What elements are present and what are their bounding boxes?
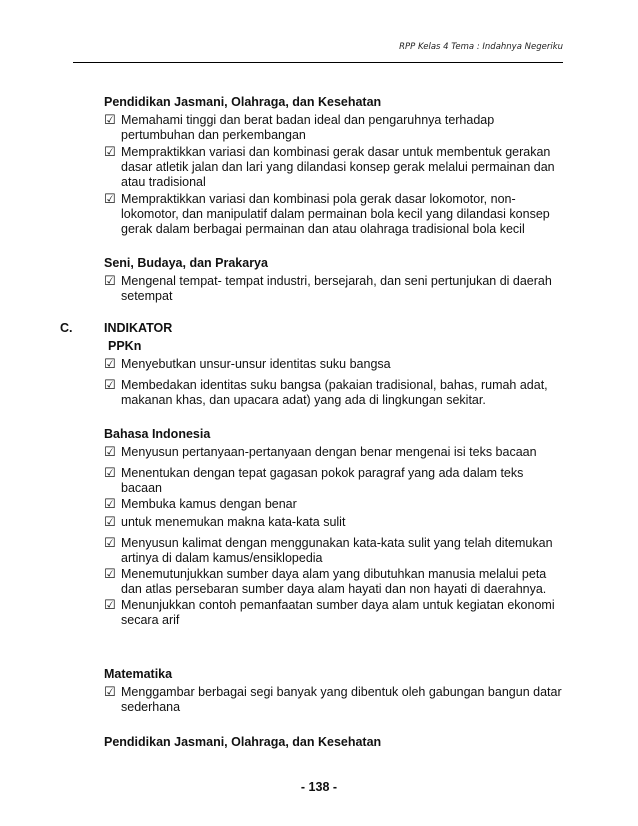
list-item: ☑ untuk menemukan makna kata-kata sulit — [104, 515, 346, 530]
list-item: ☑ Membuka kamus dengan benar — [104, 497, 297, 512]
section-heading-matematika: Matematika — [104, 667, 173, 681]
checked-box-icon: ☑ — [104, 445, 116, 460]
section-heading-sbdp: Seni, Budaya, dan Prakarya — [104, 256, 268, 270]
checked-box-icon: ☑ — [104, 497, 116, 512]
checked-box-icon: ☑ — [104, 378, 116, 393]
list-item: ☑ Menentukan dengan tepat gagasan pokok paragraf yang ada dalam teks bacaan — [104, 466, 524, 495]
list-item: ☑ Menyebutkan unsur-unsur identitas suku bangsa — [104, 357, 391, 372]
checked-box-icon: ☑ — [104, 466, 116, 481]
section-heading-ppkn: PPKn — [108, 339, 142, 353]
list-item: ☑ Mengenal tempat- tempat industri, bersejarah, dan seni pertunjukan di daerah setempat — [104, 274, 552, 303]
checked-box-icon: ☑ — [104, 685, 116, 700]
list-item: ☑ Menggambar berbagai segi banyak yang dibentuk oleh gabungan bangun datar sederhana — [104, 685, 562, 714]
checked-box-icon: ☑ — [104, 192, 116, 207]
list-item: ☑ Mempraktikkan variasi dan kombinasi gerak dasar untuk membentuk gerakan dasar atletik jalan dan lari yang dilandasi konsep gerak melalui permainan dan atau tradisional — [104, 145, 555, 189]
checked-box-icon: ☑ — [104, 113, 116, 128]
list-item: ☑ Memahami tinggi dan berat badan ideal dan pengaruhnya terhadap pertumbuhan dan perkembangan — [104, 113, 495, 142]
checked-box-icon: ☑ — [104, 598, 116, 613]
checked-box-icon: ☑ — [104, 357, 116, 372]
section-title-indikator: INDIKATOR — [104, 321, 173, 335]
header-text: RPP Kelas 4 Tema : Indahnya Negeriku — [399, 42, 563, 52]
list-item: ☑ Menunjukkan contoh pemanfaatan sumber daya alam untuk kegiatan ekonomi secara arif — [104, 598, 555, 627]
checked-box-icon: ☑ — [104, 567, 116, 582]
checked-box-icon: ☑ — [104, 145, 116, 160]
checked-box-icon: ☑ — [104, 515, 116, 530]
section-heading-pjok-2: Pendidikan Jasmani, Olahraga, dan Kesehatan — [104, 735, 382, 749]
section-heading-pjok: Pendidikan Jasmani, Olahraga, dan Kesehatan — [104, 95, 382, 109]
page-header — [73, 42, 563, 63]
section-letter: C. — [60, 321, 73, 335]
list-item: ☑ Menyusun kalimat dengan menggunakan kata-kata sulit yang telah ditemukan artinya di dalam kamus/ensiklopedia — [104, 536, 553, 565]
list-item: ☑ Membedakan identitas suku bangsa (pakaian tradisional, bahas, rumah adat, makanan khas, dan upacara adat) yang ada di lingkungan sekitar. — [104, 378, 548, 407]
checked-box-icon: ☑ — [104, 274, 116, 289]
list-item: ☑ Mempraktikkan variasi dan kombinasi pola gerak dasar lokomotor, non-lokomotor, dan manipulatif dalam permainan bola kecil yang dilandasi konsep gerak dalam berbagai permainan dan atau olahraga tradisional bola kecil — [104, 192, 550, 236]
checked-box-icon: ☑ — [104, 536, 116, 551]
list-item: ☑ Menyusun pertanyaan-pertanyaan dengan benar mengenai isi teks bacaan — [104, 445, 537, 460]
list-item: ☑ Menemutunjukkan sumber daya alam yang dibutuhkan manusia melalui peta dan atlas persebaran sumber daya alam hayati dan non hayati di daerahnya. — [104, 567, 547, 596]
page-number: - 138 - — [300, 780, 338, 794]
section-heading-bindo: Bahasa Indonesia — [104, 427, 211, 441]
